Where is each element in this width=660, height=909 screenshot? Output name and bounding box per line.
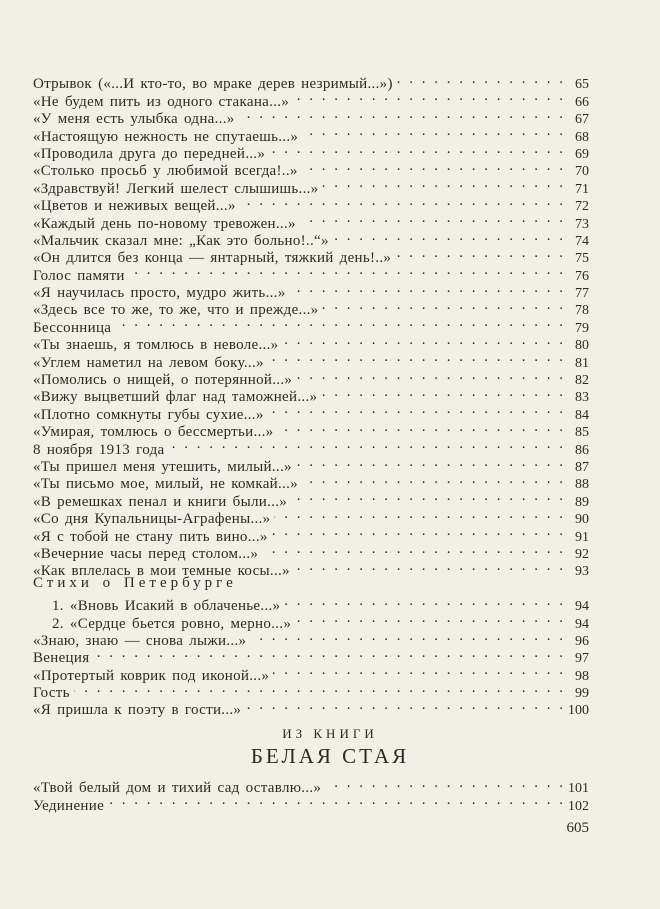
leader-dots — [250, 628, 563, 645]
entry-page: 101 — [568, 781, 589, 797]
leader-dots — [296, 454, 563, 471]
toc-entry — [33, 662, 589, 684]
entry-page: 78 — [575, 303, 589, 319]
leader-dots — [240, 193, 563, 210]
entry-page: 102 — [568, 798, 589, 814]
toc-entry — [33, 775, 589, 797]
toc-entry — [33, 645, 589, 667]
leader-dots — [262, 541, 563, 558]
leader-dots — [282, 332, 563, 349]
leader-dots — [115, 314, 563, 331]
leader-dots — [129, 262, 563, 279]
entry-page: 96 — [575, 633, 589, 649]
leader-dots — [284, 593, 563, 610]
entry-page: 84 — [575, 407, 589, 423]
entry-page: 68 — [575, 129, 589, 145]
entry-title: «Плотно сомкнуты губы сухие...» — [33, 406, 264, 423]
entry-page: 79 — [575, 320, 589, 336]
entry-page: 94 — [575, 599, 589, 615]
entry-page: 67 — [575, 112, 589, 128]
leader-dots — [108, 792, 563, 809]
entry-page: 85 — [575, 425, 589, 441]
leader-dots — [294, 558, 563, 575]
leader-dots — [302, 471, 563, 488]
leader-dots — [300, 210, 563, 227]
entry-title: «Проводила друга до передней...» — [33, 145, 266, 162]
leader-dots — [272, 523, 563, 540]
page-number: 605 — [566, 820, 589, 836]
leader-dots — [268, 349, 563, 366]
entry-title: «Вечерние часы перед столом...» — [33, 545, 259, 562]
entry-title: «Каждый день по-новому тревожен...» — [33, 215, 296, 232]
entry-title: «Углем наметил на левом боку...» — [33, 354, 264, 371]
toc-entry — [33, 792, 589, 814]
entry-title: «Протертый коврик под иконой...» — [33, 667, 270, 684]
entry-title: «Ты пришел меня утешить, милый...» — [33, 459, 292, 475]
toc-entry — [33, 697, 589, 719]
leader-dots — [277, 419, 563, 436]
leader-dots — [325, 775, 563, 792]
entry-title: «Вижу выцветший флаг над таможней...» — [33, 389, 318, 406]
leader-dots — [322, 297, 563, 314]
entry-page: 92 — [575, 546, 589, 562]
entry-page: 65 — [575, 77, 589, 93]
entry-title: Гость — [33, 685, 70, 702]
leader-dots — [293, 88, 563, 105]
leader-dots — [290, 280, 563, 297]
section-title: Стихи о Петербурге — [33, 575, 237, 592]
entry-page: 91 — [575, 529, 589, 545]
leader-dots — [273, 662, 563, 679]
table-of-contents — [33, 71, 589, 719]
entry-page: 82 — [575, 373, 589, 389]
entry-page: 80 — [575, 338, 589, 354]
entry-title: «Ты письмо мое, милый, не комкай...» — [33, 476, 298, 493]
entry-title: «Твой белый дом и тихий сад оставлю...» — [33, 780, 322, 797]
leader-dots — [168, 436, 563, 453]
leader-dots — [302, 158, 563, 175]
entry-title: 8 ноября 1913 года — [33, 441, 165, 458]
book-contents — [33, 775, 589, 814]
entry-page: 94 — [575, 616, 589, 632]
entry-title: «В ремешках пенал и книги были...» — [33, 493, 288, 510]
entry-page: 75 — [575, 251, 589, 267]
entry-title: «Со дня Купальницы-Аграфены...» — [33, 511, 271, 528]
entry-page: 72 — [575, 199, 589, 215]
toc-entry — [33, 71, 589, 93]
entry-page: 73 — [575, 216, 589, 232]
entry-page: 100 — [568, 703, 589, 719]
book-label: ИЗ КНИГИ — [282, 726, 378, 741]
entry-page: 93 — [575, 564, 589, 580]
entry-page: 71 — [575, 181, 589, 197]
leader-dots — [397, 71, 563, 88]
section-heading — [33, 575, 589, 592]
entry-title: «У меня есть улыбка одна...» — [33, 111, 235, 128]
entry-page: 97 — [575, 651, 589, 667]
entry-title: «Как вплелась в мои темные косы...» — [33, 563, 290, 580]
leader-dots — [93, 645, 563, 662]
leader-dots — [274, 506, 563, 523]
entry-page: 98 — [575, 668, 589, 684]
leader-dots — [302, 123, 563, 140]
entry-page: 99 — [575, 686, 589, 702]
leader-dots — [245, 697, 563, 714]
leader-dots — [291, 488, 563, 505]
entry-title: «Здесь все то же, то же, что и прежде...» — [33, 302, 319, 319]
entry-title: Уединение — [33, 797, 105, 814]
leader-dots — [295, 610, 563, 627]
toc-entry — [33, 332, 589, 354]
entry-title: «Столько просьб у любимой всегда!..» — [33, 163, 298, 180]
entry-page: 77 — [575, 286, 589, 302]
entry-title: «Он длится без конца — янтарный, тяжкий день!..» — [33, 250, 392, 267]
entry-title: «Не будем пить из одного стакана...» — [33, 93, 290, 110]
entry-title: «Настоящую нежность не спутаешь...» — [33, 128, 299, 145]
leader-dots — [333, 228, 563, 245]
entry-page: 89 — [575, 494, 589, 510]
leader-dots — [321, 384, 563, 401]
entry-title: «Я пришла к поэту в гости...» — [33, 702, 242, 719]
entry-page: 87 — [575, 460, 589, 475]
entry-title: Бессонница — [33, 319, 112, 336]
entry-title: «Мальчик сказал мне: „Как это больно!..“» — [33, 232, 329, 249]
entry-title: Отрывок («...И кто-то, во мраке дерев незримый...») — [33, 76, 393, 93]
entry-page: 66 — [575, 94, 589, 110]
toc-entry — [33, 680, 589, 702]
entry-page: 83 — [575, 390, 589, 406]
leader-dots — [296, 367, 563, 384]
entry-title: «Я научилась просто, мудро жить...» — [33, 285, 286, 302]
leader-dots — [322, 175, 563, 192]
entry-page: 86 — [575, 442, 589, 458]
entry-title: Венеция — [33, 650, 90, 667]
toc-entry — [33, 593, 589, 615]
entry-page: 81 — [575, 355, 589, 371]
leader-dots — [268, 401, 563, 418]
entry-page: 76 — [575, 268, 589, 284]
entry-title: «Ты знаешь, я томлюсь в неволе...» — [33, 337, 279, 354]
entry-page: 74 — [575, 233, 589, 249]
entry-title: 1. «Вновь Исакий в облаченье...» — [52, 598, 281, 615]
entry-page: 70 — [575, 164, 589, 180]
leader-dots — [74, 680, 563, 697]
leader-dots — [239, 106, 563, 123]
entry-title: «Здравствуй! Легкий шелест слышишь...» — [33, 180, 319, 197]
toc-entry — [33, 314, 589, 336]
entry-title: «Цветов и неживых вещей...» — [33, 198, 236, 215]
entry-title: «Умирая, томлюсь о бессмертьи...» — [33, 424, 274, 441]
book-title: БЕЛАЯ СТАЯ — [250, 744, 410, 768]
entry-page: 88 — [575, 477, 589, 493]
entry-page: 90 — [575, 512, 589, 528]
entry-title: 2. «Сердце бьется ровно, мерно...» — [52, 615, 292, 632]
entry-title: «Знаю, знаю — снова лыжи...» — [33, 632, 247, 649]
leader-dots — [395, 245, 563, 262]
entry-title: Голос памяти — [33, 267, 125, 284]
leader-dots — [269, 141, 563, 158]
entry-title: «Помолись о нищей, о потерянной...» — [33, 372, 293, 389]
entry-page: 69 — [575, 146, 589, 162]
entry-title: «Я с тобой не стану пить вино...» — [33, 528, 268, 545]
